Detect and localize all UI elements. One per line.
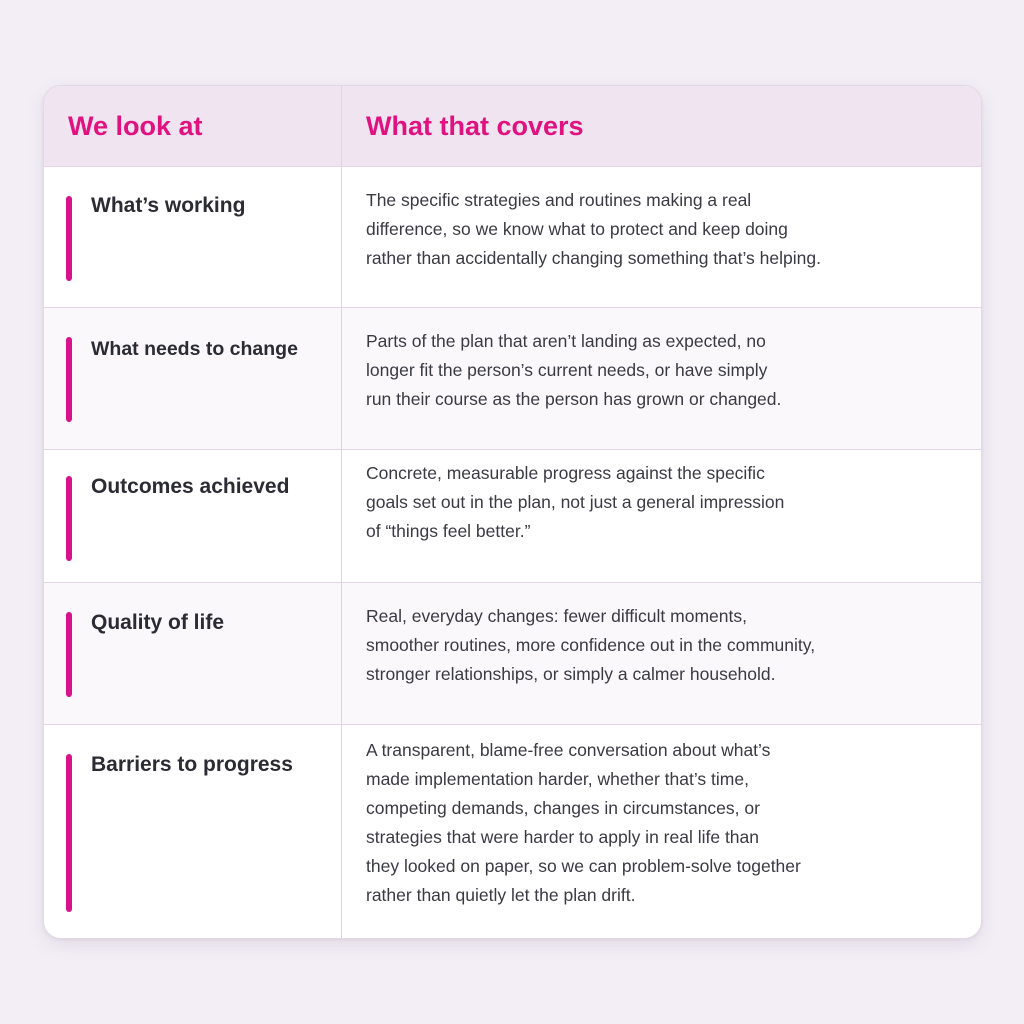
row-label: What needs to change [91, 338, 298, 360]
description-line: Concrete, measurable progress against the specific [366, 463, 765, 483]
header-what-that-covers: What that covers [366, 111, 584, 141]
row-description [366, 736, 801, 910]
description-line: rather than accidentally changing something that’s helping. [366, 248, 821, 268]
description-line: goals set out in the plan, not just a general impression [366, 492, 785, 512]
table-row [44, 166, 981, 308]
description-line: Parts of the plan that aren’t landing as expected, no [366, 331, 766, 351]
description-line: they looked on paper, so we can problem-solve together [366, 856, 801, 876]
accent-bar [66, 476, 72, 561]
row-description [366, 327, 781, 414]
table-row [44, 582, 981, 725]
description-line: made implementation harder, whether that’s time, [366, 769, 749, 789]
row-description [366, 602, 815, 689]
header-we-look-at: We look at [68, 111, 203, 141]
description-line: difference, so we know what to protect and keep doing [366, 219, 788, 239]
description-line: strategies that were harder to apply in real life than [366, 827, 759, 847]
description-line: Real, everyday changes: fewer difficult moments, [366, 606, 747, 626]
accent-bar [66, 337, 72, 422]
table-row [44, 307, 981, 450]
description-line: competing demands, changes in circumstances, or [366, 798, 760, 818]
table-header [44, 86, 981, 167]
description-line: longer fit the person’s current needs, or have simply [366, 360, 768, 380]
row-label: What’s working [91, 194, 246, 217]
row-label: Outcomes achieved [91, 475, 290, 498]
column-divider [341, 86, 342, 938]
table-row [44, 724, 981, 939]
description-line: smoother routines, more confidence out in the community, [366, 635, 816, 655]
description-line: The specific strategies and routines making a real [366, 190, 752, 210]
description-line: rather than quietly let the plan drift. [366, 885, 636, 905]
review-table-card [43, 85, 982, 939]
row-description [366, 459, 784, 546]
accent-bar [66, 754, 72, 912]
accent-bar [66, 196, 72, 281]
accent-bar [66, 612, 72, 697]
description-line: stronger relationships, or simply a calmer household. [366, 664, 776, 684]
description-line: A transparent, blame-free conversation about what’s [366, 740, 771, 760]
description-line: of “things feel better.” [366, 521, 531, 541]
table-row [44, 449, 981, 583]
row-description [366, 186, 821, 273]
row-label: Quality of life [91, 611, 225, 634]
row-label: Barriers to progress [91, 753, 293, 776]
description-line: run their course as the person has grown or changed. [366, 389, 782, 409]
